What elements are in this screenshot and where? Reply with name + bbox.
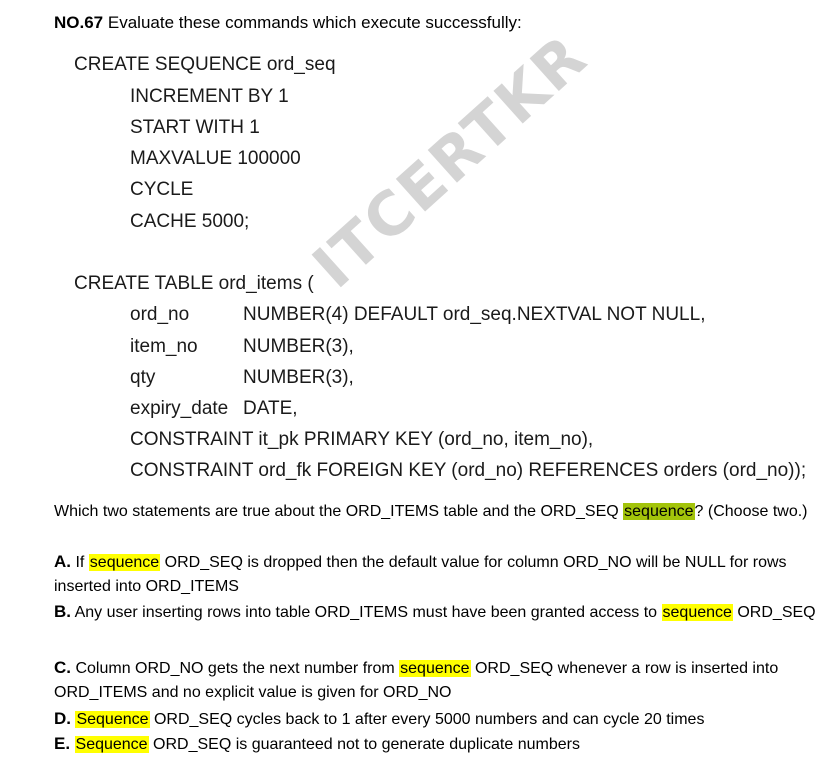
question-header: [54, 12, 522, 34]
question-prompt: Evaluate these commands which execute successfully:: [107, 13, 522, 32]
option-text: ORD_SEQ cycles back to 1 after every 5000 numbers and can cycle 20 times: [153, 711, 705, 728]
option-letter: D.: [54, 709, 71, 728]
column-name: expiry_date: [130, 398, 229, 419]
column-definition: NUMBER(4) DEFAULT ord_seq.NEXTVAL NOT NULL,: [243, 304, 706, 325]
sequence-line: START WITH 1: [130, 117, 260, 138]
sequence-header: CREATE SEQUENCE ord_seq: [74, 54, 336, 75]
column-name: qty: [130, 367, 156, 388]
watermark: ITCERTKR: [300, 21, 601, 303]
option-letter: B.: [54, 602, 71, 621]
option-highlight: sequence: [400, 660, 470, 677]
option-highlight: Sequence: [76, 711, 149, 728]
option-text: If: [75, 554, 85, 571]
column-definition: NUMBER(3),: [243, 367, 354, 388]
option-text: Column ORD_NO gets the next number from: [75, 660, 395, 677]
option-b[interactable]: [54, 600, 829, 625]
option-text: ORD_SEQ whenever a row is inserted into ORD_ITEMS and no explicit value is given for ORD_NO: [54, 660, 779, 701]
option-d[interactable]: [54, 707, 829, 732]
sequence-line: CACHE 5000;: [130, 211, 250, 232]
option-c[interactable]: [54, 656, 829, 705]
option-text: ORD_SEQ is guaranteed not to generate duplicate numbers: [153, 736, 580, 753]
option-a[interactable]: [54, 550, 829, 599]
question-stem: [54, 500, 829, 524]
sequence-line: CYCLE: [130, 179, 194, 200]
sequence-line: INCREMENT BY 1: [130, 86, 289, 107]
stem-highlight: sequence: [624, 503, 694, 520]
column-name: item_no: [130, 336, 198, 357]
option-letter: C.: [54, 658, 71, 677]
column-definition: NUMBER(3),: [243, 336, 354, 357]
option-highlight: sequence: [89, 554, 160, 571]
option-letter: E.: [54, 734, 71, 753]
stem-text-end: ? (Choose two.): [694, 503, 808, 520]
option-text: Any user inserting rows into table ORD_ITEMS must have been granted access to: [74, 604, 658, 621]
sequence-line: MAXVALUE 100000: [130, 148, 301, 169]
column-definition: DATE,: [243, 398, 298, 419]
table-header: CREATE TABLE ord_items (: [74, 273, 314, 294]
constraint-line: CONSTRAINT ord_fk FOREIGN KEY (ord_no) REFERENCES orders (ord_no));: [130, 460, 807, 481]
constraint-line: CONSTRAINT it_pk PRIMARY KEY (ord_no, item_no),: [130, 429, 594, 450]
option-highlight: Sequence: [75, 736, 148, 753]
column-name: ord_no: [130, 304, 190, 325]
option-highlight: sequence: [662, 604, 732, 621]
option-e[interactable]: [54, 732, 829, 757]
option-letter: A.: [54, 552, 71, 571]
option-text: ORD_SEQ is dropped then the default value for column ORD_NO will be NULL for rows inserted into ORD_ITEMS: [54, 554, 787, 595]
question-number: NO.67: [54, 13, 104, 32]
option-text: ORD_SEQ: [737, 604, 816, 621]
stem-text: Which two statements are true about the ORD_ITEMS table and the ORD_SEQ: [54, 503, 619, 520]
